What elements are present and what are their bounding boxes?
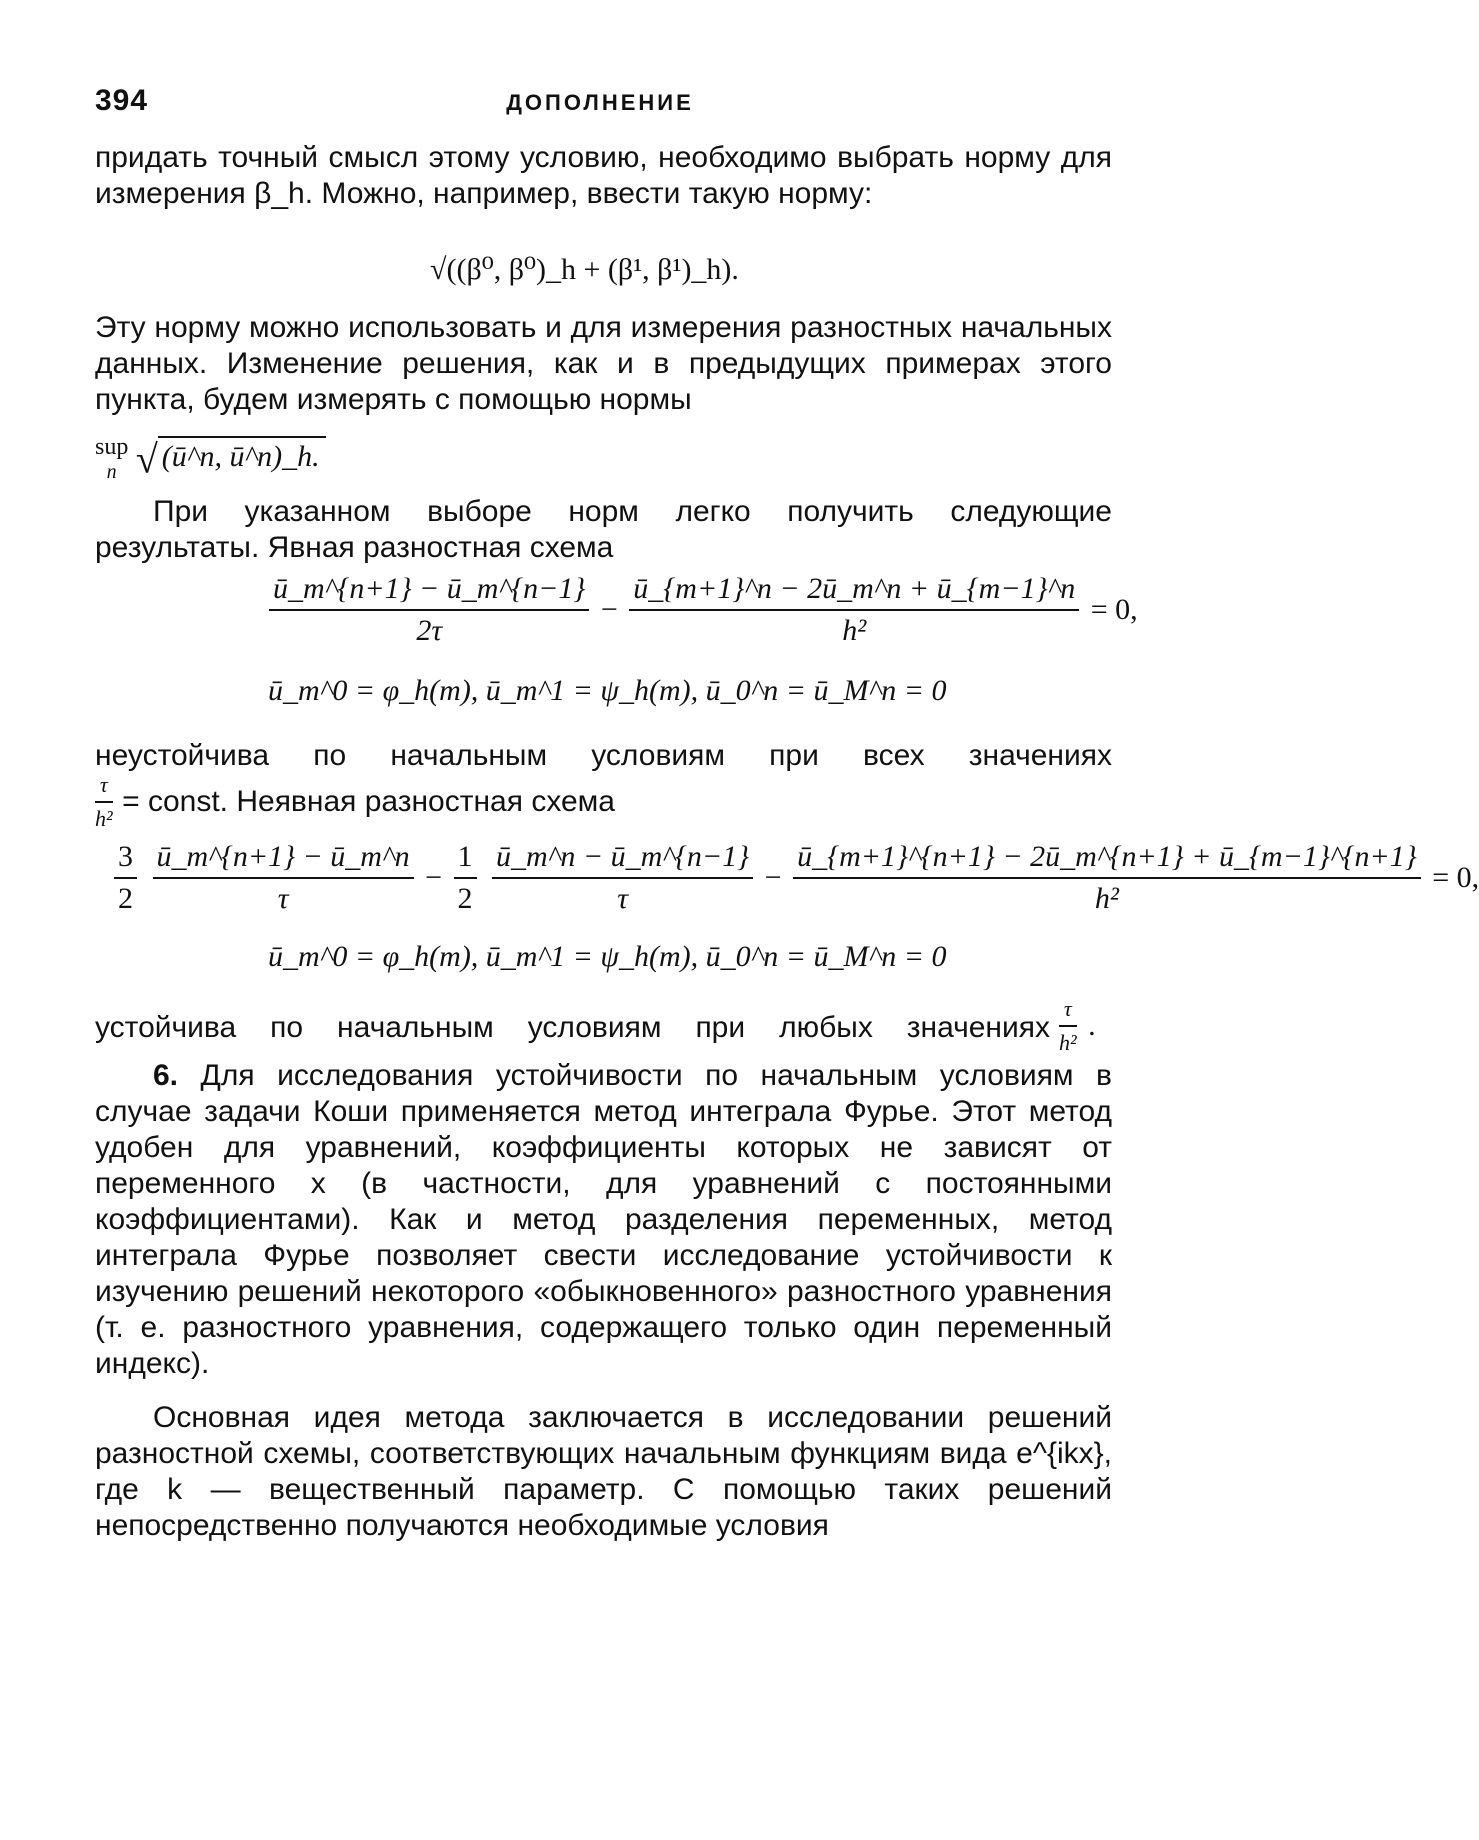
implicit-coef-1: $\frac{3}{2}$ bbox=[114, 840, 137, 916]
formula-implicit-scheme: $\frac{3}{2}$ $\frac{ū\_m\^{}\{n+1\} - ū\_m\^{}n}{\tau}$ − $\frac{1}{2}$ $\frac{ū\_m\^{}n - ū\_m\^{}\{n-1\}}{\tau}$ − $\frac{ū\_\{m+1\}\^{}\{n+1\} - 2ū\_m\^{}\{n+1\} + ū\_\{m-1\}\^{}\{n+1\}}{\text{h²}}$ = 0, bbox=[110, 840, 1479, 916]
explicit-frac-1: $\frac{ū\_m\^{}\{n+1\} - ū\_m\^{}\{n-1\}}{2\tau}$ bbox=[269, 572, 589, 648]
paragraph-5: устойчива по начальным условиям при любых значениях bbox=[95, 1011, 1050, 1044]
implicit-rhs: = 0, bbox=[1432, 861, 1479, 894]
formula-tail-ratio: $\frac{\tau}{\text{h²}}$ . bbox=[1059, 996, 1096, 1055]
formula-ratio-const bbox=[95, 772, 615, 832]
sup-operator: sup n bbox=[95, 434, 129, 483]
paragraph-3: При указанном выборе норм легко получить следующие результаты. Явная разностная схема bbox=[95, 495, 1112, 564]
paragraph-4a: неустойчива по начальным условиям при всех значениях bbox=[95, 739, 1112, 772]
tail-ratio-frac: $\frac{\tau}{\text{h²}}$ bbox=[1059, 996, 1077, 1055]
implicit-frac-1: $\frac{ū\_m\^{}\{n+1\} - ū\_m\^{}n}{\tau}$ bbox=[153, 840, 414, 916]
page-header bbox=[95, 84, 1105, 124]
page-number: 394 bbox=[95, 84, 149, 117]
explicit-rhs: = 0, bbox=[1090, 593, 1138, 626]
section-number: 6. bbox=[153, 1059, 179, 1092]
formula-initial-conditions-2: ū_m^0 = φ_h(m), ū_m^1 = ψ_h(m), ū_0^n = ū_M^n = 0 bbox=[268, 940, 947, 973]
paragraph-1: придать точный смысл этому условию, необходимо выбрать норму для измерения β_h. Можно, например, ввести такую норму: bbox=[95, 141, 1112, 210]
paragraph-6-text: Для исследования устойчивости по начальным условиям в случае задачи Коши применяется метод интеграла Фурье. Этот метод удобен для уравнений, коэффициенты которых не зависят от переменного x (в частности, для уравнений с постоянными коэффициентами). Как и метод разделения переменных, метод интеграла Фурье позволяет свести исследование устойчивости к изучению решений некоторого «обыкновенного» разностного уравнения (т. е. разностного уравнения, содержащего только один переменный индекс). bbox=[95, 1059, 1112, 1380]
sup-norm-body: (ū^n, ū^n)_h. bbox=[158, 436, 326, 474]
formula-norm-beta bbox=[430, 252, 739, 287]
ratio-frac: $\frac{\tau}{\text{h²}}$ bbox=[95, 772, 113, 831]
sqrt-sign: √ bbox=[135, 436, 158, 482]
formula-explicit-scheme: $\frac{ū\_m\^{}\{n+1\} - ū\_m\^{}\{n-1\}}{2\tau}$ − $\frac{ū\_\{m+1\}\^{}n - 2ū\_m\^{}n + ū\_\{m-1\}\^{}n}{\text{h²}}$ = 0, bbox=[265, 572, 1138, 648]
explicit-frac-2: $\frac{ū\_\{m+1\}\^{}n - 2ū\_m\^{}n + ū\_\{m-1\}\^{}n}{\text{h²}}$ bbox=[629, 572, 1079, 648]
implicit-frac-3: $\frac{ū\_\{m+1\}\^{}\{n+1\} - 2ū\_m\^{}\{n+1\} + ū\_\{m-1\}\^{}\{n+1\}}{\text{h²}}$ bbox=[793, 840, 1421, 916]
implicit-coef-2: $\frac{1}{2}$ bbox=[454, 840, 477, 916]
paragraph-2: Эту норму можно использовать и для измерения разностных начальных данных. Изменение решения, как и в предыдущих примерах этого пункта, будем измерять с помощью нормы bbox=[95, 311, 1112, 416]
implicit-frac-2: $\frac{ū\_m\^{}n - ū\_m\^{}\{n-1\}}{\tau}$ bbox=[492, 840, 753, 916]
paragraph-7: Основная идея метода заключается в исследовании решений разностной схемы, соответствующих начальным функциям вида e^{ikx}, где k — вещественный параметр. С помощью таких решений непосредственно получаются необходимые условия bbox=[95, 1401, 1112, 1542]
formula-norm-beta-text: √((β⁰, β⁰)_h + (β¹, β¹)_h). bbox=[430, 253, 739, 286]
formula-initial-conditions-1: ū_m^0 = φ_h(m), ū_m^1 = ψ_h(m), ū_0^n = ū_M^n = 0 bbox=[268, 674, 947, 707]
paragraph-4b: = const. Неявная разностная схема bbox=[122, 785, 615, 818]
paragraph-6 bbox=[95, 1058, 1112, 1382]
formula-sup-norm bbox=[95, 434, 326, 484]
running-head: ДОПОЛНЕНИЕ bbox=[506, 90, 694, 115]
